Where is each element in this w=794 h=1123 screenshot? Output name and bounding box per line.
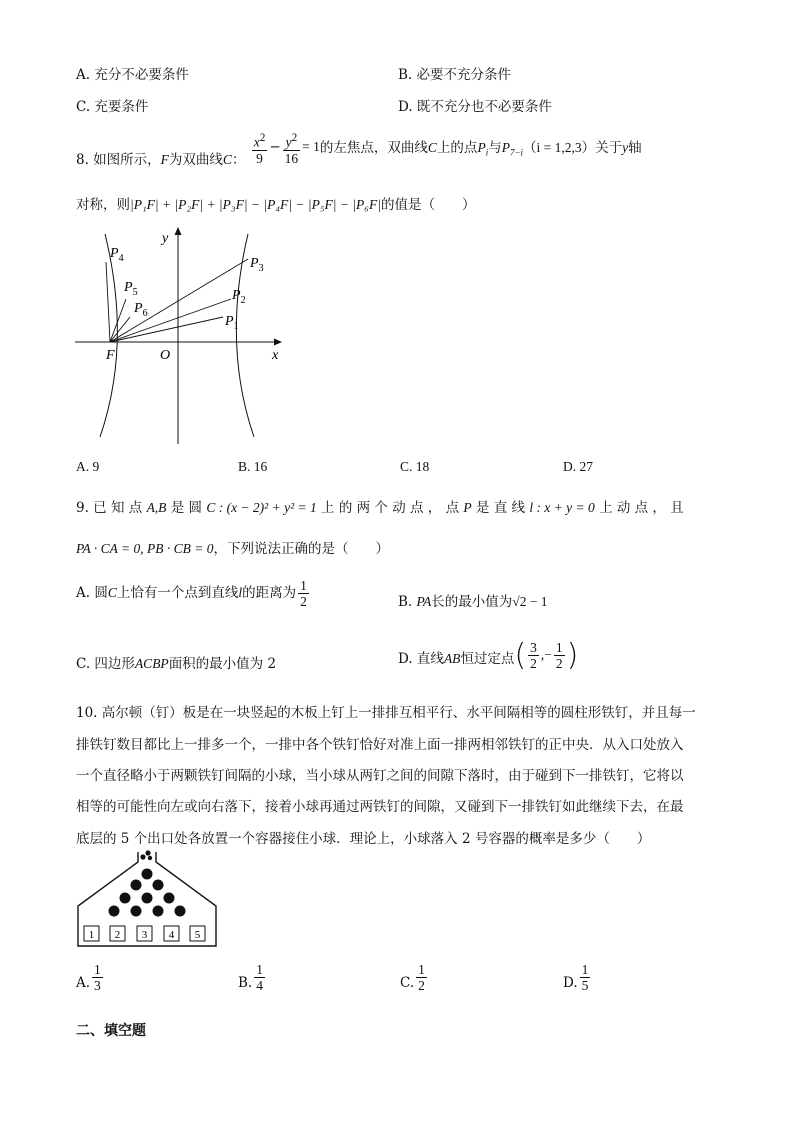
q9-d-rparen: ) xyxy=(566,638,579,673)
q9-d-text1: D. 直线 xyxy=(398,651,444,667)
container-label-3: 3 xyxy=(141,929,148,941)
q9-question: ，下列说法正确的是（ ） xyxy=(213,541,389,557)
label-O: O xyxy=(160,348,171,363)
q10-b-den: 4 xyxy=(256,978,263,993)
q10-c-num: 1 xyxy=(418,962,425,977)
container-label-5: 5 xyxy=(194,929,201,941)
ball-2 xyxy=(140,854,145,859)
q9-b-value: √2 − 1 xyxy=(512,594,548,609)
q10-c-frac xyxy=(416,962,427,993)
hyperbola-figure xyxy=(70,222,290,447)
q9-option-d xyxy=(398,638,578,673)
q8-text1: 为双曲线 xyxy=(168,151,223,168)
q9-d-AB: AB xyxy=(443,651,461,666)
q10-d-num: 1 xyxy=(581,962,589,977)
q9-c-text2: 面积的最小值为 2 xyxy=(168,656,277,672)
q10-a-num: 1 xyxy=(94,962,101,977)
q8-cond: （i = 1,2,3） xyxy=(523,139,596,155)
q9-stem-line1 xyxy=(76,496,684,516)
q9-a-num: 1 xyxy=(300,578,307,593)
q8-option-b: B. 16 xyxy=(238,459,268,474)
q10-d-label: D. xyxy=(563,975,578,991)
label-x: x xyxy=(272,348,279,363)
q9-line-eq: l : x + y = 0 xyxy=(529,500,595,515)
q8-C2: C xyxy=(427,139,437,155)
q9-circle-eq: C : (x − 2)² + y² = 1 xyxy=(206,500,317,515)
q10-line-1: 10. 高尔顿（钉）板是在一块竖起的木板上钉上一排排互相平行、水平间隔相等的圆柱形铁钉，并且每一 xyxy=(76,705,696,721)
q8-sub-i: i xyxy=(485,147,489,158)
q10-b-num: 1 xyxy=(256,962,263,977)
line-F-P4 xyxy=(106,262,110,342)
q10-option-a xyxy=(76,962,105,993)
q10-line-4: 相等的可能性向左或向右落下，接着小球再通过两铁钉的间隙，又碰到下一排铁钉如此继续下去，在最 xyxy=(76,799,684,815)
container-label-4: 4 xyxy=(168,929,175,941)
label-y: y xyxy=(162,231,169,246)
label-P4: $P_4$ xyxy=(110,246,124,264)
q8-text5: 关于 xyxy=(595,139,623,156)
q8-den16: 16 xyxy=(284,150,299,166)
q10-d-den: 5 xyxy=(581,978,589,993)
q9-d-n2: 1 xyxy=(555,640,563,655)
q9-a-den: 2 xyxy=(300,594,307,609)
q10-a-label: A. xyxy=(76,975,91,991)
label-P6: $P_6$ xyxy=(134,301,148,319)
peg xyxy=(120,893,131,904)
q8-text6: 轴 xyxy=(628,139,642,156)
q9-P: P xyxy=(463,500,472,515)
q9-a-text2: 上恰有一个点到直线 xyxy=(116,585,239,601)
q7-option-c: C. 充要条件 xyxy=(76,99,149,115)
q9-text-a: 9. 已 知 点 xyxy=(76,500,143,516)
section-title: 二、填空题 xyxy=(76,1023,146,1039)
q9-d-frac2 xyxy=(554,640,565,671)
q10-option-d xyxy=(563,962,592,993)
q7-option-d: D. 既不充分也不必要条件 xyxy=(398,99,552,115)
q8-minus: − xyxy=(269,138,281,155)
q9-a-frac xyxy=(298,578,309,609)
q9-d-text2: 恒过定点 xyxy=(460,651,515,667)
q9-b-label: B. xyxy=(398,594,413,610)
q8-stem-line2 xyxy=(76,193,475,213)
q9-a-text3: 的距离为 xyxy=(242,585,297,601)
q10-a-frac xyxy=(92,962,103,993)
q9-text-d: 是 直 线 xyxy=(475,500,526,516)
q8-eq1: = 1 xyxy=(302,138,320,154)
q9-a-l: l xyxy=(238,585,243,600)
q8-yaxis: y xyxy=(622,139,629,155)
label-P1: $P_1$ xyxy=(225,314,239,332)
peg xyxy=(142,869,153,880)
peg xyxy=(175,906,186,917)
line-F-P5 xyxy=(110,299,126,342)
peg xyxy=(131,880,142,891)
q8-Pi: P xyxy=(477,139,486,155)
q8-line2-suffix: 的值是（ ） xyxy=(380,197,476,213)
q9-b-text: 长的最小值为 xyxy=(431,594,513,610)
q9-d-d2: 2 xyxy=(555,656,563,671)
label-P2: $P_2$ xyxy=(232,288,246,306)
x-axis-arrow xyxy=(274,339,282,346)
q8-F: F xyxy=(160,151,169,167)
label-P3: $P_3$ xyxy=(250,256,264,274)
q8-den9: 9 xyxy=(256,150,263,166)
q9-d-sep: ,− xyxy=(540,647,552,662)
q10-b-frac xyxy=(254,962,265,993)
q8-option-d: D. 27 xyxy=(563,459,593,474)
q9-b-PA: PA xyxy=(416,594,432,609)
label-F: F xyxy=(106,348,115,363)
q9-d-frac1 xyxy=(528,640,539,671)
q8-y: y xyxy=(285,134,292,150)
q9-c-text1: C. 四边形 xyxy=(76,656,135,672)
q8-frac-x xyxy=(252,131,268,166)
q9-text-e: 上 动 点 ， 且 xyxy=(599,500,684,516)
q8-expression: |P₁F| + |P₂F| + |P₃F| − |P₄F| − |P₅F| − |P₆F| xyxy=(130,197,381,212)
q10-c-den: 2 xyxy=(418,978,425,993)
q9-option-b xyxy=(398,590,548,610)
q9-d-d1: 2 xyxy=(530,656,537,671)
q9-d-lparen: ( xyxy=(514,638,527,673)
q8-sup-y: 2 xyxy=(291,132,298,144)
q8-number: 8. 如图所示， xyxy=(76,151,161,168)
q9-a-C: C xyxy=(107,585,117,600)
q9-stem-line2 xyxy=(76,537,389,557)
q9-c-ACBP: ACBP xyxy=(134,656,169,671)
q10-b-label: B. xyxy=(238,975,253,991)
peg xyxy=(142,893,153,904)
peg xyxy=(131,906,142,917)
q9-vector-cond: PA · CA = 0, PB · CB = 0 xyxy=(76,541,214,556)
peg xyxy=(153,880,164,891)
q8-colon: ： xyxy=(231,151,246,168)
peg xyxy=(153,906,164,917)
q8-line2-prefix: 对称，则 xyxy=(76,197,130,213)
q9-text-c: 上 的 两 个 动 点 ， 点 xyxy=(321,500,460,516)
q8-sub-7i: 7−i xyxy=(509,147,524,158)
ball-3 xyxy=(148,856,152,860)
label-P5: $P_5$ xyxy=(124,280,138,298)
ball xyxy=(145,850,150,855)
q8-text2: 的左焦点，双曲线 xyxy=(319,139,428,156)
q10-option-b xyxy=(238,962,267,993)
container-label-2: 2 xyxy=(114,929,121,941)
q9-AB: A,B xyxy=(146,500,167,515)
q9-a-text1: A. 圆 xyxy=(76,585,108,601)
q10-line-5: 底层的 5 个出口处各放置一个容器接住小球．理论上，小球落入 2 号容器的概率是多少（ ） xyxy=(76,831,651,847)
q10-line-2: 排铁钉数目都比上一排多一个，一排中各个铁钉恰好对准上面一排两相邻铁钉的正中央．从入口处放入 xyxy=(76,737,684,753)
q8-frac-y xyxy=(283,131,301,166)
q8-text3: 上的点 xyxy=(436,139,478,156)
q10-option-c xyxy=(400,962,429,993)
peg xyxy=(164,893,175,904)
q7-option-b: B. 必要不充分条件 xyxy=(398,67,512,83)
q10-c-label: C. xyxy=(400,975,415,991)
q8-sup: 2 xyxy=(259,132,266,144)
q7-option-a: A. 充分不必要条件 xyxy=(76,67,189,83)
q8-C: C xyxy=(222,151,232,167)
q9-option-a xyxy=(76,578,311,609)
container-label-1: 1 xyxy=(88,929,95,941)
y-axis-arrow xyxy=(175,227,182,235)
q8-option-c: C. 18 xyxy=(400,459,430,474)
q10-a-den: 3 xyxy=(94,978,101,993)
q10-d-frac xyxy=(580,962,591,993)
q10-line-3: 一个直径略小于两颗铁钉间隔的小球，当小球从两钉之间的间隙下落时，由于碰到下一排铁钉，它将以 xyxy=(76,768,684,784)
q8-x: x xyxy=(253,134,260,150)
peg xyxy=(109,906,120,917)
q8-P7i: P xyxy=(501,139,510,155)
q9-text-b: 是 圆 xyxy=(170,500,203,516)
q9-option-c xyxy=(76,652,276,672)
q8-stem-line1 xyxy=(76,131,642,171)
q8-text4: 与 xyxy=(488,139,502,156)
galton-board-figure xyxy=(76,848,218,948)
q9-d-n1: 3 xyxy=(530,640,537,655)
q8-option-a: A. 9 xyxy=(76,459,100,474)
